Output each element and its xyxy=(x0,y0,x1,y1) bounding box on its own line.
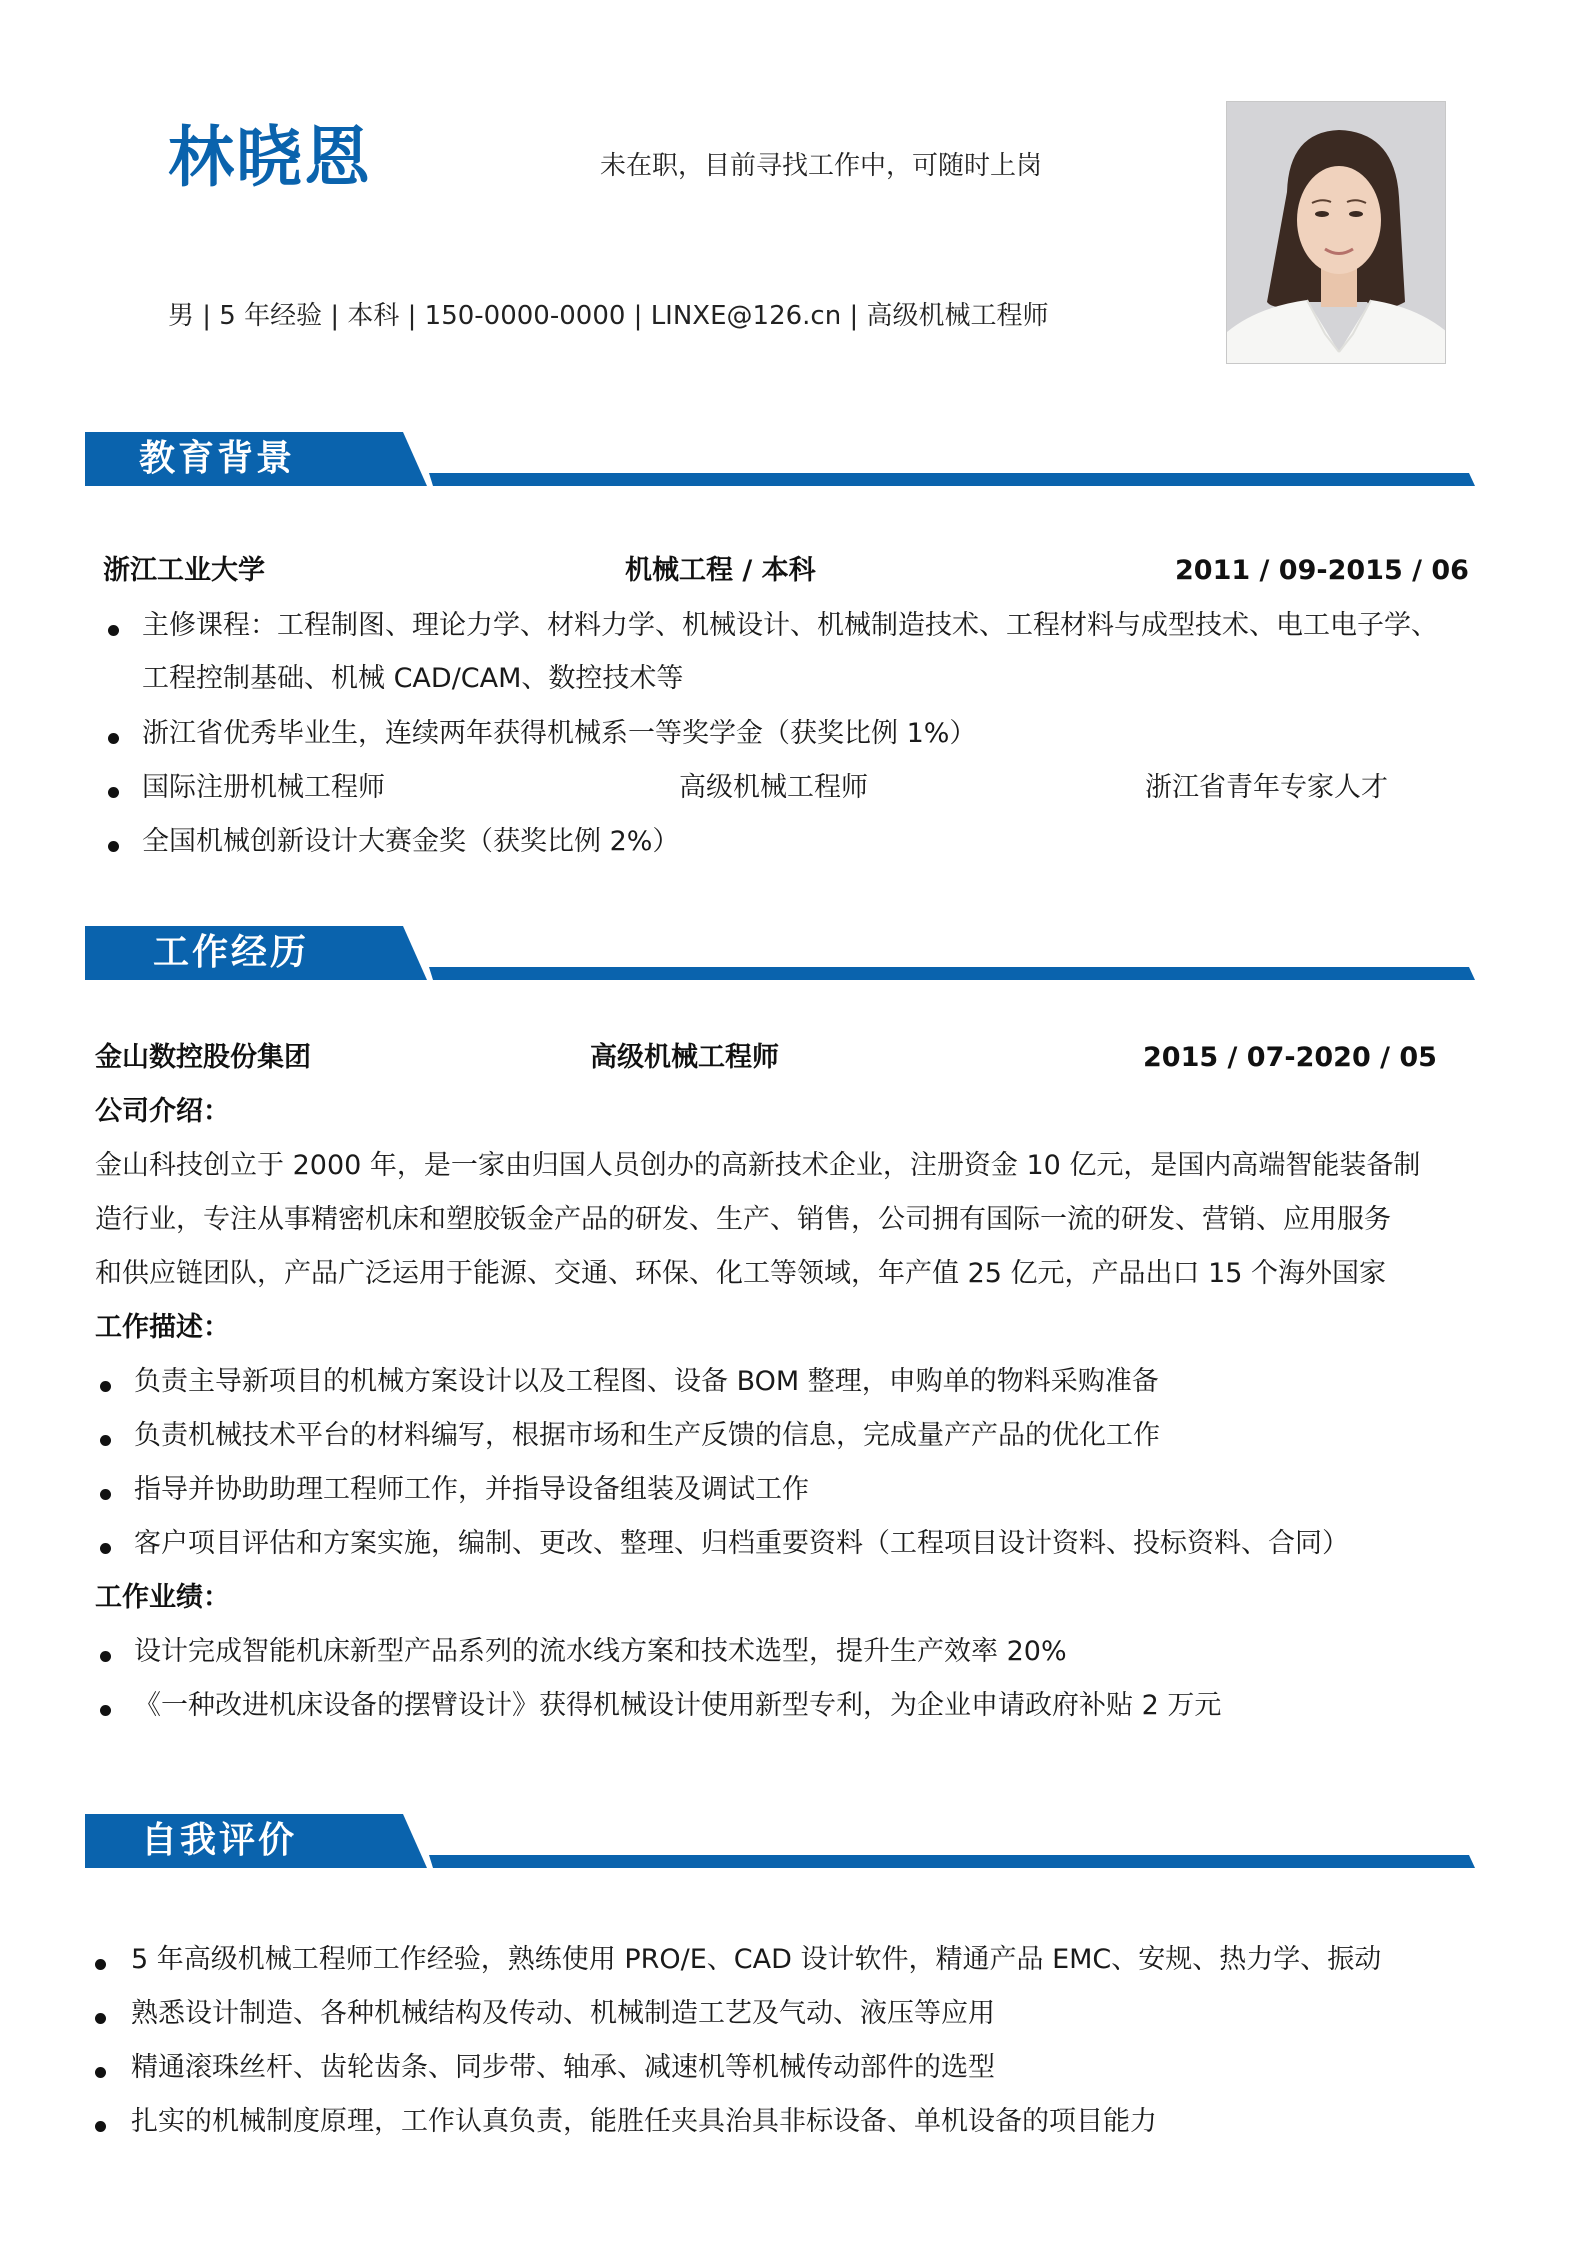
edu-period: 2011 / 09-2015 / 06 xyxy=(1175,555,1469,586)
bullet-icon xyxy=(108,787,119,798)
section-banner-self-eval xyxy=(85,1814,1477,1870)
contact-info: 男 | 5 年经验 | 本科 | 150-0000-0000 | LINXE@126.cn | 高级机械工程师 xyxy=(168,301,1049,331)
banner-bar xyxy=(429,967,1475,980)
work-achieve-item: 设计完成智能机床新型产品系列的流水线方案和技术选型，提升生产效率 20% xyxy=(134,1636,1067,1667)
banner-bar xyxy=(429,1855,1475,1868)
edu-courses-line1: 主修课程：工程制图、理论力学、材料力学、机械设计、机械制造技术、工程材料与成型技术、电工电子学、 xyxy=(142,610,1438,641)
bullet-icon xyxy=(100,1543,111,1554)
company-intro-label: 公司介绍： xyxy=(95,1096,230,1127)
bullet-icon xyxy=(108,625,119,636)
section-banner-education xyxy=(85,432,1477,488)
profile-photo xyxy=(1226,101,1446,364)
self-eval-item: 5 年高级机械工程师工作经验，熟练使用 PRO/E、CAD 设计软件，精通产品 EMC、安规、热力学、振动 xyxy=(131,1944,1382,1975)
bullet-icon xyxy=(100,1651,111,1662)
edu-school: 浙江工业大学 xyxy=(103,555,265,586)
section-title-work: 工作经历 xyxy=(153,932,310,973)
work-desc-label: 工作描述： xyxy=(95,1312,230,1343)
company-intro-line: 造行业，专注从事精密机床和塑胶钣金产品的研发、生产、销售，公司拥有国际一流的研发、营销、应用服务 xyxy=(95,1204,1391,1235)
work-desc-item: 指导并协助助理工程师工作，并指导设备组装及调试工作 xyxy=(134,1474,809,1505)
work-achieve-item: 《一种改进机床设备的摆臂设计》获得机械设计使用新型专利，为企业申请政府补贴 2 万元 xyxy=(134,1690,1222,1721)
bullet-icon xyxy=(95,2121,106,2132)
self-eval-item: 扎实的机械制度原理，工作认真负责，能胜任夹具治具非标设备、单机设备的项目能力 xyxy=(131,2106,1157,2137)
edu-cert-1: 国际注册机械工程师 xyxy=(142,772,385,803)
company-intro-line: 金山科技创立于 2000 年，是一家由归国人员创办的高新技术企业，注册资金 10 亿元，是国内高端智能装备制 xyxy=(95,1150,1421,1181)
bullet-icon xyxy=(108,841,119,852)
work-desc-item: 负责主导新项目的机械方案设计以及工程图、设备 BOM 整理，申购单的物料采购准备 xyxy=(134,1366,1159,1397)
job-status: 未在职，目前寻找工作中，可随时上岗 xyxy=(600,151,1043,181)
portrait-image xyxy=(1227,102,1446,364)
banner-bar xyxy=(429,473,1475,486)
edu-major: 机械工程 / 本科 xyxy=(625,555,816,586)
bullet-icon xyxy=(100,1489,111,1500)
section-title-education: 教育背景 xyxy=(139,438,296,479)
candidate-name: 林晓恩 xyxy=(168,119,372,196)
work-desc-item: 负责机械技术平台的材料编写，根据市场和生产反馈的信息，完成量产产品的优化工作 xyxy=(134,1420,1160,1451)
edu-honor: 浙江省优秀毕业生，连续两年获得机械系一等奖学金（获奖比例 1%） xyxy=(142,718,977,749)
work-period: 2015 / 07-2020 / 05 xyxy=(1143,1042,1437,1073)
bullet-icon xyxy=(95,2067,106,2078)
work-achieve-label: 工作业绩： xyxy=(95,1582,230,1613)
edu-courses-line2: 工程控制基础、机械 CAD/CAM、数控技术等 xyxy=(142,663,684,694)
edu-cert-3: 浙江省青年专家人才 xyxy=(1145,772,1388,803)
section-title-self-eval: 自我评价 xyxy=(141,1820,298,1861)
edu-cert-2: 高级机械工程师 xyxy=(679,772,868,803)
work-company: 金山数控股份集团 xyxy=(95,1042,311,1073)
company-intro-line: 和供应链团队，产品广泛运用于能源、交通、环保、化工等领域，年产值 25 亿元，产品出口 15 个海外国家 xyxy=(95,1258,1387,1289)
work-desc-item: 客户项目评估和方案实施，编制、更改、整理、归档重要资料（工程项目设计资料、投标资料、合同） xyxy=(134,1528,1349,1559)
bullet-icon xyxy=(100,1705,111,1716)
self-eval-item: 熟悉设计制造、各种机械结构及传动、机械制造工艺及气动、液压等应用 xyxy=(131,1998,995,2029)
edu-award: 全国机械创新设计大赛金奖（获奖比例 2%） xyxy=(142,826,680,857)
bullet-icon xyxy=(95,1959,106,1970)
bullet-icon xyxy=(95,2013,106,2024)
section-banner-work xyxy=(85,926,1477,982)
bullet-icon xyxy=(108,733,119,744)
bullet-icon xyxy=(100,1381,111,1392)
bullet-icon xyxy=(100,1435,111,1446)
work-position: 高级机械工程师 xyxy=(590,1042,779,1073)
self-eval-item: 精通滚珠丝杆、齿轮齿条、同步带、轴承、减速机等机械传动部件的选型 xyxy=(131,2052,995,2083)
